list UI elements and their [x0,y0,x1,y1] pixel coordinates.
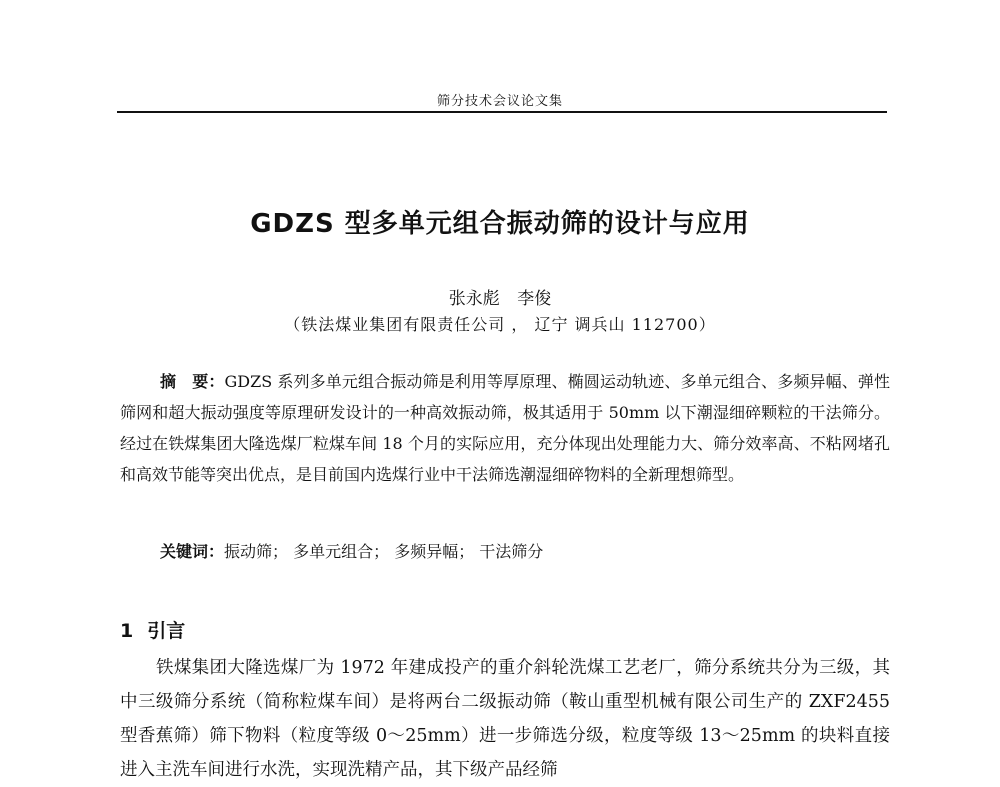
keywords-text: 振动筛； 多单元组合； 多频异幅； 干法筛分 [224,542,544,561]
paper-title: GDZS 型多单元组合振动筛的设计与应用 [250,209,750,239]
keywords-label: 关键词： [160,542,225,561]
running-head: 筛分技术会议论文集 [436,94,563,109]
section-heading [120,616,185,643]
abstract-text: GDZS 系列多单元组合振动筛是利用等厚原理、椭圆运动轨迹、多单元组合、多频异幅、弹性筛网和超大振动强度等原理研发设计的一种高效振动筛，极其适用于 50mm 以下潮湿细碎颗粒的干法筛分。经过在铁煤集团大隆选煤厂粒煤车间 18 个月的实际应用，充分体现出处理能力大、筛分效率高、不粘网堵孔和高效节能等突出优点，是目前国内选煤行业中干法筛选潮湿细碎物料的全新理想筛型。 [120,372,890,484]
abstract [120,366,890,490]
abstract-label: 摘 要： [160,372,225,391]
body-paragraph: 铁煤集团大隆选煤厂为 1972 年建成投产的重介斜轮洗煤工艺老厂，筛分系统共分为三级，其中三级筛分系统（简称粒煤车间）是将两台二级振动筛（鞍山重型机械有限公司生产的 ZXF2455 型香蕉筛）筛下物料（粒度等级 0～25mm）进一步筛选分级，粒度等级 13～25mm 的块料直接进入主洗车间进行水洗，实现洗精产品，其下级产品经筛 [120,658,890,780]
section-number: 1 [120,620,134,642]
authors: 张永彪 李俊 [448,289,552,309]
section-title: 引言 [147,620,186,642]
affiliation: （铁法煤业集团有限责任公司 ， 辽宁 调兵山 112700） [284,315,716,334]
header-rule [117,111,887,113]
keywords [160,539,890,562]
